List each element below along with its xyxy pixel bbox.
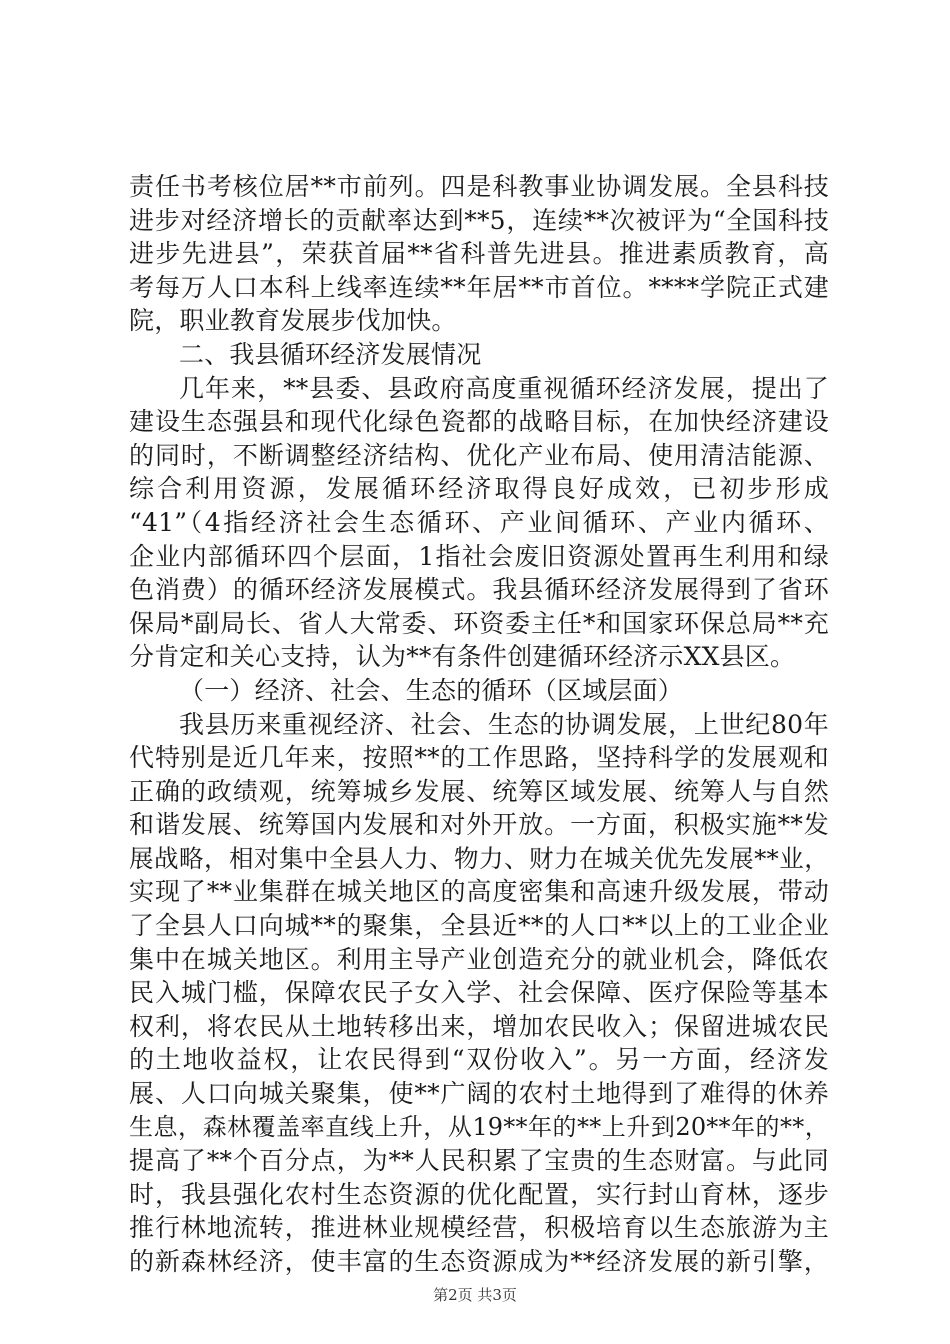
text-line: 进步对经济增长的贡献率达到**5，连续**次被评为“全国科技: [129, 205, 829, 235]
text-line: 二、我县循环经济发展情况: [179, 339, 482, 369]
text-line: 展战略，相对集中全县人力、物力、财力在城关优先发展**业，: [129, 843, 829, 873]
text-line: “41”（4指经济社会生态循环、产业间循环、产业内循环、: [129, 507, 829, 537]
text-line: 责任书考核位居**市前列。四是科教事业协调发展。全县科技: [129, 172, 829, 201]
text-line: 的新森林经济，使丰富的生态资源成为**经济发展的新引擎，: [129, 1247, 829, 1276]
text-line: 的同时，不断调整经济结构、优化产业布局、使用清洁能源、: [129, 440, 829, 470]
text-line: 权利，将农民从土地转移出来，增加农民收入；保留进城农民: [129, 1011, 829, 1041]
text-line: 综合利用资源，发展循环经济取得良好成效，已初步形成: [129, 474, 829, 504]
page-footer: 第2页 共3页: [433, 1286, 517, 1304]
text-line: 集中在城关地区。利用主导产业创造充分的就业机会，降低农: [129, 944, 829, 974]
text-line: 考每万人口本科上线率连续**年居**市首位。****学院正式建: [129, 272, 829, 302]
text-line: 几年来，**县委、县政府高度重视循环经济发展，提出了: [179, 373, 829, 403]
text-line: 建设生态强县和现代化绿色瓷都的战略目标，在加快经济建设: [129, 407, 829, 437]
text-line: 实现了**业集群在城关地区的高度密集和高速升级发展，带动: [129, 877, 829, 907]
text-line: 和谐发展、统筹国内发展和对外开放。一方面，积极实施**发: [129, 810, 829, 840]
text-line: （一）经济、社会、生态的循环（区域层面）: [179, 675, 684, 705]
text-line: 色消费）的循环经济发展模式。我县循环经济发展得到了省环: [129, 575, 829, 605]
text-line: 企业内部循环四个层面，1指社会废旧资源处置再生利用和绿: [129, 541, 829, 571]
text-line: 时，我县强化农村生态资源的优化配置，实行封山育林，逐步: [129, 1179, 829, 1209]
text-line: 代特别是近几年来，按照**的工作思路，坚持科学的发展观和: [129, 743, 829, 773]
text-line: 院，职业教育发展步伐加快。: [129, 306, 457, 336]
text-line: 民入城门槛，保障农民子女入学、社会保障、医疗保险等基本: [129, 978, 829, 1008]
text-line: 正确的政绩观，统筹城乡发展、统筹区域发展、统筹人与自然: [129, 776, 829, 806]
text-line: 进步先进县”，荣获首届**省科普先进县。推进素质教育，高: [129, 239, 829, 269]
text-line: 展、人口向城关聚集，使**广阔的农村土地得到了难得的休养: [129, 1079, 829, 1109]
text-line: 分肯定和关心支持，认为**有条件创建循环经济示XX县区。: [129, 642, 796, 672]
text-line: 推行林地流转，推进林业规模经营，积极培育以生态旅游为主: [129, 1213, 829, 1243]
text-line: 生息，森林覆盖率直线上升，从19**年的**上升到20**年的**，: [129, 1112, 829, 1141]
text-line: 了全县人口向城**的聚集，全县近**的人口**以上的工业企业: [129, 911, 829, 941]
text-line: 保局*副局长、省人大常委、环资委主任*和国家环保总局**充: [129, 608, 829, 638]
text-line: 提高了**个百分点，为**人民积累了宝贵的生态财富。与此同: [129, 1146, 829, 1176]
text-line: 的土地收益权，让农民得到“双份收入”。另一方面，经济发: [129, 1045, 829, 1075]
text-line: 我县历来重视经济、社会、生态的协调发展，上世纪80年: [179, 709, 829, 739]
document-body: [129, 170, 829, 1279]
